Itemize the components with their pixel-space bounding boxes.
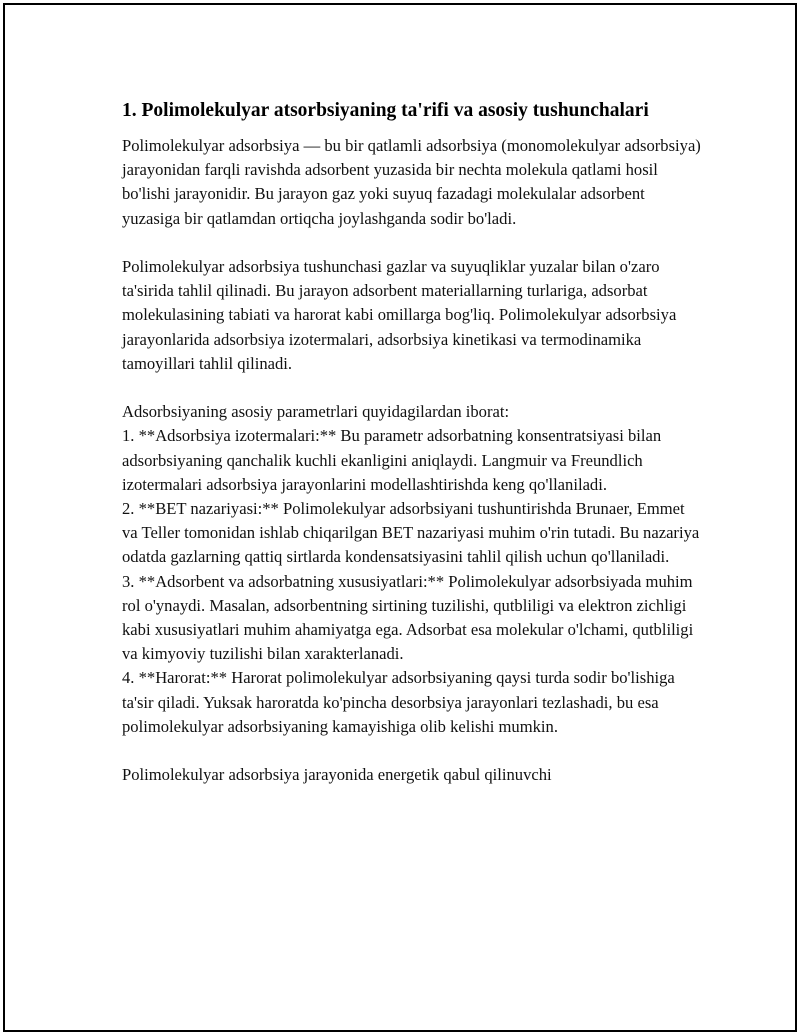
param-item-isotherms: 1. **Adsorbsiya izotermalari:** Bu parametr adsorbatning konsentratsiyasi bilan adsorbsiyaning qanchalik kuchli ekanligini aniqlaydi. Langmuir va Freundlich izotermalari adsorbsiya jarayonlarini modellashtirishda keng qo'llaniladi. xyxy=(122,426,662,494)
param-item-temperature: 4. **Harorat:** Harorat polimolekulyar adsorbsiyaning qaysi turda sodir bo'lishiga ta'sir qiladi. Yuksak haroratda ko'pincha desorbsiya jarayonlari tezlashadi, bu esa polimolekulyar adsorbsiyaning kamayishiga olib kelishi mumkin. xyxy=(122,668,675,736)
paragraph-gap xyxy=(122,376,702,400)
paragraph-closing: Polimolekulyar adsorbsiya jarayonida energetik qabul qilinuvchi xyxy=(122,765,552,785)
param-item-bet: 2. **BET nazariyasi:** Polimolekulyar adsorbsiyani tushuntirishda Brunaer, Emmet va Teller tomonidan ishlab chiqarilgan BET nazariyasi muhim o'rin tutadi. Bu nazariya odatda gazlarning qattiq sirtlarda kondensatsiyasini tahlil qilish uchun qo'llaniladi. xyxy=(122,499,700,567)
document-body xyxy=(122,97,702,787)
paragraph-gap xyxy=(122,231,702,255)
paragraph-gap xyxy=(122,739,702,763)
paragraph-concept: Polimolekulyar adsorbsiya tushunchasi gazlar va suyuqliklar yuzalar bilan o'zaro ta'sirida tahlil qilinadi. Bu jarayon adsorbent materiallarning turlariga, adsorbat molekulasining tabiati va harorat kabi omillarga bog'liq. Polimolekulyar adsorbsiya jarayonlarida adsorbsiya izotermalari, adsorbsiya kinetikasi va termodinamika tamoyillari tahlil qilinadi. xyxy=(122,257,677,373)
paragraph-definition: Polimolekulyar adsorbsiya — bu bir qatlamli adsorbsiya (monomolekulyar adsorbsiya) jarayonidan farqli ravishda adsorbent yuzasida bir nechta molekula qatlami hosil bo'lishi jarayonidir. Bu jarayon gaz yoki suyuq fazadagi molekulalar adsorbent yuzasiga bir qatlamdan ortiqcha joylashganda sodir bo'ladi. xyxy=(122,136,701,228)
section-heading: 1. Polimolekulyar atsorbsiyaning ta'rifi va asosiy tushunchalari xyxy=(122,100,649,121)
page-frame xyxy=(3,3,797,1032)
param-item-adsorbent: 3. **Adsorbent va adsorbatning xususiyatlari:** Polimolekulyar adsorbsiyada muhim rol o'ynaydi. Masalan, adsorbentning sirtining tuzilishi, qutbliligi va elektron zichligi kabi xususiyatlari muhim ahamiyatga ega. Adsorbat esa molekular o'lchami, qutbliligi va kimyoviy tuzilishi bilan xarakterlanadi. xyxy=(122,571,694,664)
params-intro: Adsorbsiyaning asosiy parametrlari quyidagilardan iborat: xyxy=(122,402,510,422)
